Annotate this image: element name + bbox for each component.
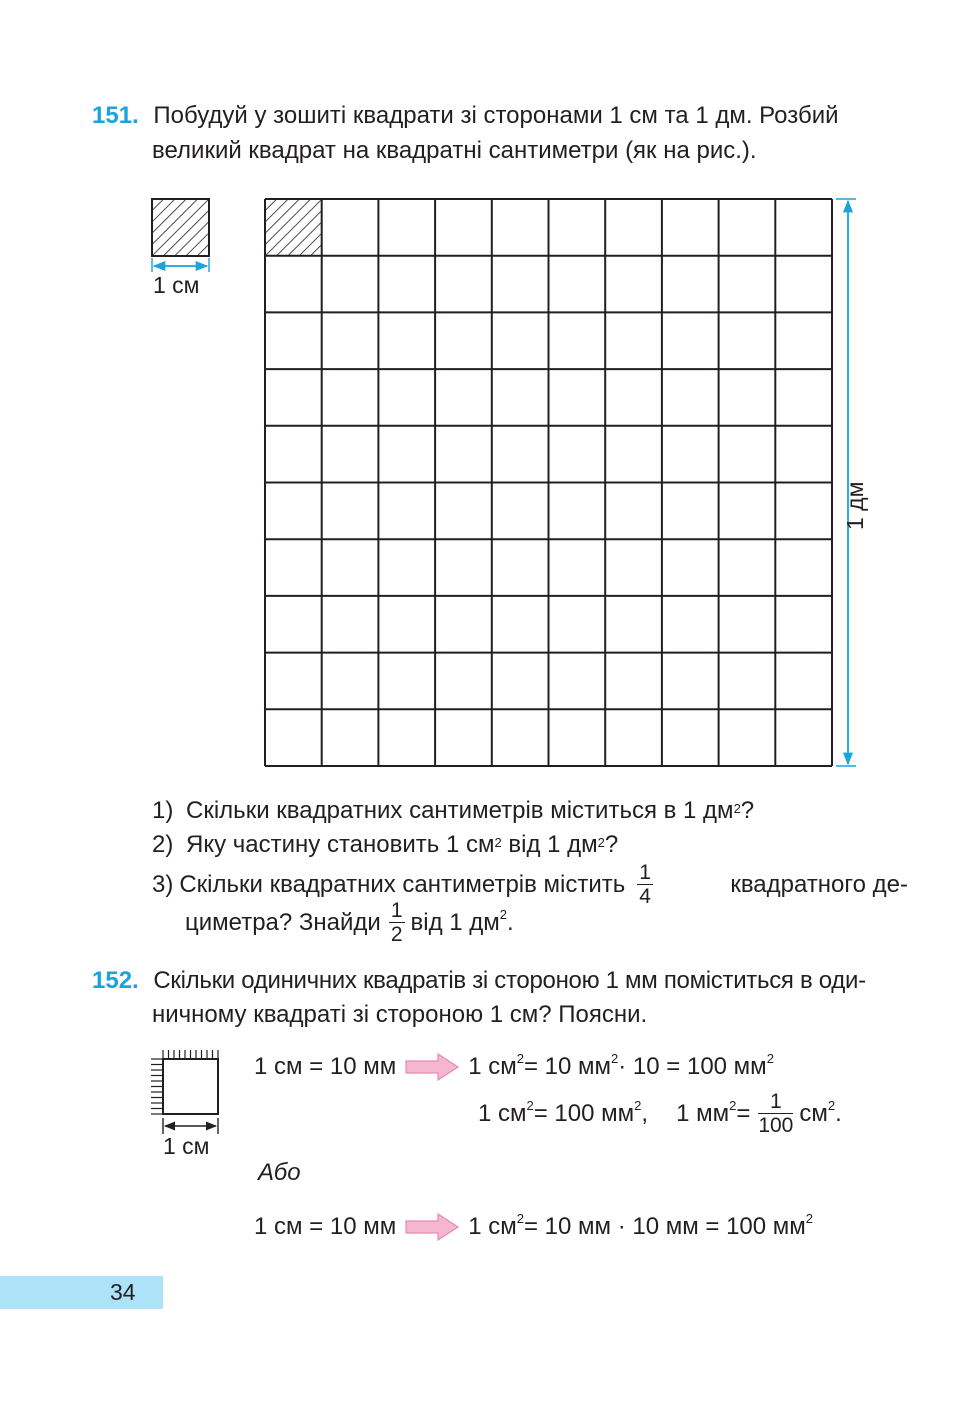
equation-1 [254,1050,774,1084]
question-3-line2-text: циметра? Знайди [185,908,381,936]
equation-2-g: . [835,1099,842,1127]
question-2-number: 2) [152,831,174,858]
question-3-text-b: квадратного де- [730,870,908,898]
fraction-numerator: 1 [639,861,651,884]
fraction-denominator: 4 [639,885,651,908]
equation-3-right-b: = 10 мм · 10 мм = 100 мм [523,1213,806,1240]
task-number: 151. [92,102,139,129]
task-151-text-line2: великий квадрат на квадратні сантиметри (як на рис.). [152,137,757,164]
equation-2-d: 1 мм [676,1099,730,1127]
equation-1-left: 1 см = 10 мм [254,1053,397,1080]
superscript: 2 [597,835,605,850]
implies-arrow-icon [404,1212,460,1242]
task-text: Побудуй у зошиті квадрати зі сторонами 1 см та 1 дм. Розбий [153,102,839,129]
equation-2-b: = 100 мм [533,1099,635,1127]
fraction-one-hundredth [758,1091,793,1136]
task-152-text-line2: ничному квадраті зі стороною 1 см? Поясни. [152,1001,648,1028]
equation-2-f: см [799,1099,828,1127]
question-3-tail: . [507,908,514,936]
superscript: 2 [729,1097,737,1113]
superscript: 2 [733,801,741,816]
superscript: 2 [516,1051,524,1066]
page-number-tab [0,1276,163,1309]
question-1-number: 1) [152,797,174,824]
task-text: Скільки одиничних квадратів зі стороною 1 мм поміститься в оди- [153,967,866,994]
superscript: 2 [805,1211,814,1226]
equation-1-right-c: · 10 = 100 мм [618,1053,767,1080]
superscript: 2 [526,1097,534,1113]
square-1cm [163,1059,218,1114]
or-label: Або [258,1159,301,1186]
question-1-text: Скільки квадратних сантиметрів міститься в 1 дм [186,797,734,824]
equation-1-right-b: = 10 мм [523,1053,612,1080]
question-2-mid: від 1 дм [501,831,598,858]
question-3-line2-text-b: від 1 дм [410,908,500,936]
equation-1-right-a: 1 см [468,1053,517,1080]
small-square-label: 1 см [153,272,200,298]
fraction-numerator: 1 [758,1091,793,1114]
superscript: 2 [494,835,502,850]
fraction-numerator: 1 [390,899,403,922]
question-3-number: 3) [152,870,174,898]
task-number: 152. [92,967,139,994]
equation-2 [478,1091,842,1136]
equation-3-right-a: 1 см [468,1213,517,1240]
question-1-tail: ? [740,797,755,824]
question-2-tail: ? [604,831,619,858]
equation-3-left: 1 см = 10 мм [254,1213,397,1240]
superscript: 2 [766,1051,774,1066]
equation-2-a: 1 см [478,1099,527,1127]
question-3-text: Скільки квадратних сантиметрів містить [179,870,626,898]
equation-2-e: = [736,1099,751,1127]
superscript: 2 [611,1051,619,1066]
equation-3 [254,1210,813,1244]
big-square-label: 1 дм [842,481,868,530]
question-2-text: Яку частину становить 1 см [186,831,495,858]
fraction-denominator: 100 [758,1114,794,1137]
equation-2-c: , [641,1099,649,1127]
superscript: 2 [827,1097,836,1113]
page-number: 34 [110,1279,136,1305]
square-1cm-label: 1 см [163,1133,210,1159]
implies-arrow-icon [404,1052,460,1082]
superscript: 2 [516,1211,524,1226]
superscript: 2 [634,1097,642,1113]
superscript: 2 [499,906,508,922]
fraction-denominator: 2 [390,923,403,946]
